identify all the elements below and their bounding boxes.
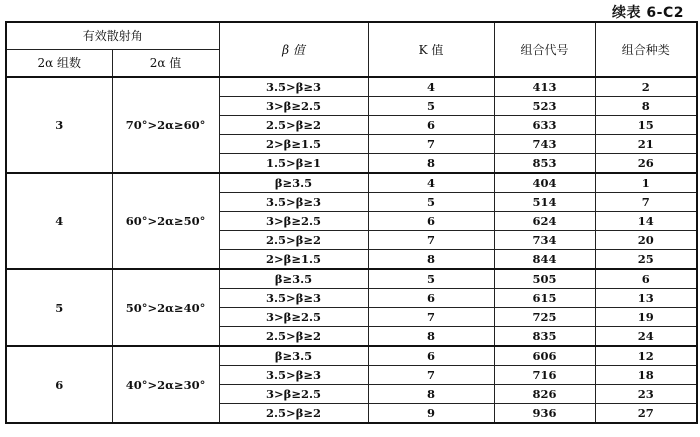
cell-beta: 2>β≥1.5 bbox=[219, 135, 368, 154]
cell-code: 716 bbox=[494, 366, 595, 385]
cell-k: 6 bbox=[368, 289, 494, 308]
cell-kinds: 8 bbox=[595, 97, 697, 116]
cell-beta: 2.5>β≥2 bbox=[219, 116, 368, 135]
cell-2a-count: 3 bbox=[6, 77, 112, 173]
cell-k: 7 bbox=[368, 308, 494, 327]
cell-code: 725 bbox=[494, 308, 595, 327]
cell-code: 505 bbox=[494, 269, 595, 289]
cell-code: 844 bbox=[494, 250, 595, 270]
cell-code: 413 bbox=[494, 77, 595, 97]
header-2a-count: 2α 组数 bbox=[6, 50, 112, 78]
cell-kinds: 15 bbox=[595, 116, 697, 135]
cell-k: 4 bbox=[368, 173, 494, 193]
header-beta: β 值 bbox=[219, 22, 368, 77]
header-code: 组合代号 bbox=[494, 22, 595, 77]
cell-code: 734 bbox=[494, 231, 595, 250]
cell-kinds: 14 bbox=[595, 212, 697, 231]
cell-kinds: 26 bbox=[595, 154, 697, 174]
cell-beta: 3>β≥2.5 bbox=[219, 385, 368, 404]
cell-2a-count: 4 bbox=[6, 173, 112, 269]
cell-beta: 3.5>β≥3 bbox=[219, 193, 368, 212]
header-effective-scattering-angle: 有效散射角 bbox=[6, 22, 219, 50]
table-row bbox=[6, 346, 697, 366]
cell-code: 853 bbox=[494, 154, 595, 174]
cell-kinds: 6 bbox=[595, 269, 697, 289]
cell-beta: 2.5>β≥2 bbox=[219, 231, 368, 250]
cell-k: 8 bbox=[368, 154, 494, 174]
table-row bbox=[6, 269, 697, 289]
cell-k: 8 bbox=[368, 327, 494, 347]
cell-kinds: 12 bbox=[595, 346, 697, 366]
cell-kinds: 2 bbox=[595, 77, 697, 97]
cell-beta: 3.5>β≥3 bbox=[219, 289, 368, 308]
cell-code: 743 bbox=[494, 135, 595, 154]
cell-code: 404 bbox=[494, 173, 595, 193]
header-k: K 值 bbox=[368, 22, 494, 77]
cell-kinds: 13 bbox=[595, 289, 697, 308]
cell-k: 7 bbox=[368, 231, 494, 250]
cell-k: 5 bbox=[368, 269, 494, 289]
cell-k: 4 bbox=[368, 77, 494, 97]
cell-kinds: 1 bbox=[595, 173, 697, 193]
cell-kinds: 27 bbox=[595, 404, 697, 424]
cell-kinds: 24 bbox=[595, 327, 697, 347]
cell-beta: β≥3.5 bbox=[219, 269, 368, 289]
cell-2a-count: 6 bbox=[6, 346, 112, 423]
cell-k: 6 bbox=[368, 212, 494, 231]
cell-kinds: 18 bbox=[595, 366, 697, 385]
cell-code: 936 bbox=[494, 404, 595, 424]
cell-kinds: 23 bbox=[595, 385, 697, 404]
cell-k: 6 bbox=[368, 116, 494, 135]
cell-kinds: 21 bbox=[595, 135, 697, 154]
cell-beta: β≥3.5 bbox=[219, 346, 368, 366]
cell-code: 514 bbox=[494, 193, 595, 212]
cell-beta: 3.5>β≥3 bbox=[219, 77, 368, 97]
cell-2a-value: 50°>2α≥40° bbox=[112, 269, 219, 346]
cell-beta: 3>β≥2.5 bbox=[219, 212, 368, 231]
cell-kinds: 25 bbox=[595, 250, 697, 270]
cell-code: 615 bbox=[494, 289, 595, 308]
cell-k: 9 bbox=[368, 404, 494, 424]
cell-code: 633 bbox=[494, 116, 595, 135]
table-row bbox=[6, 77, 697, 97]
cell-beta: 2>β≥1.5 bbox=[219, 250, 368, 270]
cell-code: 624 bbox=[494, 212, 595, 231]
table-row bbox=[6, 173, 697, 193]
cell-beta: 2.5>β≥2 bbox=[219, 404, 368, 424]
cell-code: 606 bbox=[494, 346, 595, 366]
cell-beta: 3>β≥2.5 bbox=[219, 308, 368, 327]
cell-k: 5 bbox=[368, 193, 494, 212]
header-2a-value: 2α 值 bbox=[112, 50, 219, 78]
cell-k: 6 bbox=[368, 346, 494, 366]
cell-beta: β≥3.5 bbox=[219, 173, 368, 193]
cell-k: 8 bbox=[368, 250, 494, 270]
cell-2a-value: 40°>2α≥30° bbox=[112, 346, 219, 423]
cell-k: 5 bbox=[368, 97, 494, 116]
cell-beta: 2.5>β≥2 bbox=[219, 327, 368, 347]
cell-k: 8 bbox=[368, 385, 494, 404]
header-kinds: 组合种类 bbox=[595, 22, 697, 77]
cell-k: 7 bbox=[368, 366, 494, 385]
cell-2a-value: 70°>2α≥60° bbox=[112, 77, 219, 173]
cell-kinds: 7 bbox=[595, 193, 697, 212]
cell-code: 835 bbox=[494, 327, 595, 347]
cell-2a-count: 5 bbox=[6, 269, 112, 346]
cell-beta: 3>β≥2.5 bbox=[219, 97, 368, 116]
table-caption: 续表 6-C2 bbox=[612, 5, 684, 21]
cell-k: 7 bbox=[368, 135, 494, 154]
cell-beta: 3.5>β≥3 bbox=[219, 366, 368, 385]
cell-code: 826 bbox=[494, 385, 595, 404]
cell-kinds: 20 bbox=[595, 231, 697, 250]
cell-beta: 1.5>β≥1 bbox=[219, 154, 368, 174]
cell-kinds: 19 bbox=[595, 308, 697, 327]
cell-2a-value: 60°>2α≥50° bbox=[112, 173, 219, 269]
cell-code: 523 bbox=[494, 97, 595, 116]
combination-table bbox=[5, 21, 698, 424]
